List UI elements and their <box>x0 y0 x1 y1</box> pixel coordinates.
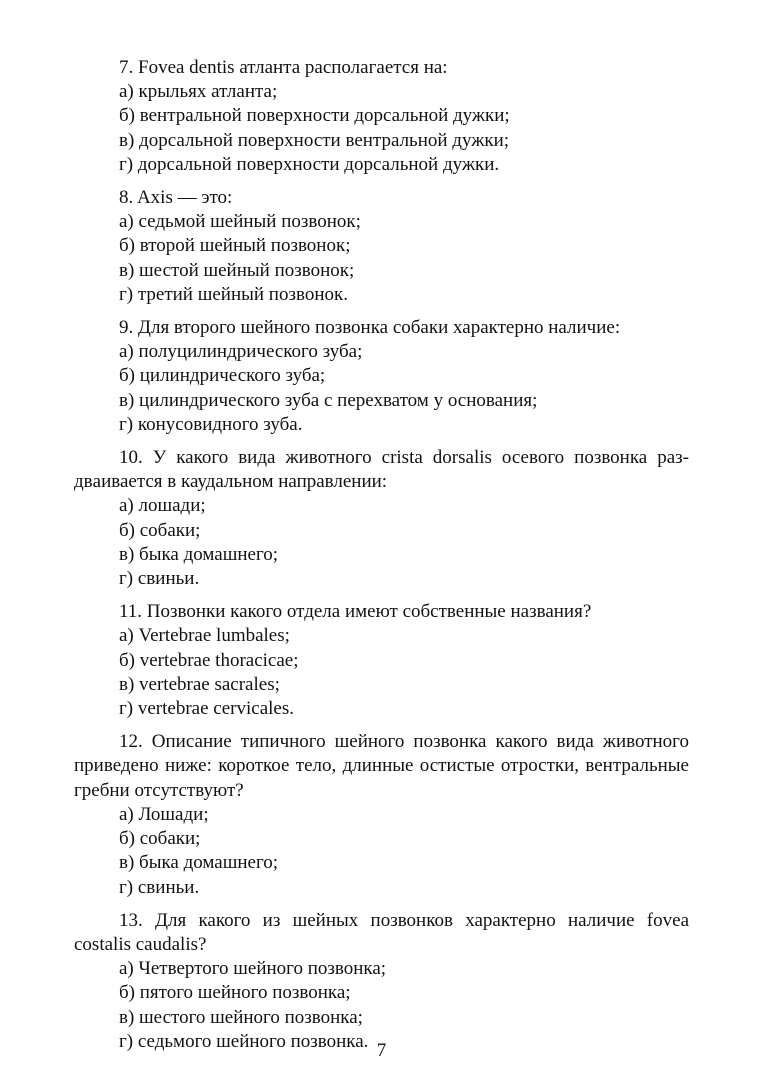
question-text: 11. Позвонки какого отдела имеют собственные названия? <box>119 601 592 623</box>
option-b: б) вентральной поверхности дорсальной дужки; <box>119 105 510 127</box>
option-a: а) лошади; <box>119 495 206 517</box>
option-a: а) крыльях атланта; <box>119 81 278 103</box>
question-text: 7. Fovea dentis атланта располагается на: <box>119 57 448 78</box>
question-11 <box>74 600 689 721</box>
option-c: в) быка домашнего; <box>119 852 279 874</box>
question-10 <box>74 446 689 591</box>
option-c: в) vertebrae sacrales; <box>119 673 280 695</box>
option-c: в) шестого шейного позвонка; <box>119 1006 363 1028</box>
question-8 <box>74 186 689 307</box>
option-a: а) Четвертого шейного позвонка; <box>119 958 387 980</box>
option-c: в) шестой шейный позвонок; <box>119 259 355 281</box>
option-d: г) дорсальной поверхности дорсальной дужки. <box>119 153 500 175</box>
question-9 <box>74 316 689 437</box>
option-b: б) второй шейный позвонок; <box>119 235 351 257</box>
option-a: а) полуцилиндрического зуба; <box>119 341 363 363</box>
option-c: в) быка домашнего; <box>119 543 279 565</box>
option-d: г) седьмого шейного позвонка. <box>119 1030 369 1052</box>
question-12 <box>74 730 689 899</box>
page-number: 7 <box>376 1040 387 1061</box>
question-text: 8. Axis — это: <box>119 187 233 209</box>
question-text: 10. У какого вида животного crista dorsalis осевого позвонка раздвaивается в каудальном направлении: <box>74 447 689 493</box>
option-b: б) vertebrae thoracicae; <box>119 649 299 671</box>
question-13 <box>74 909 689 1054</box>
option-a: а) Лошади; <box>119 803 209 825</box>
option-c: в) цилиндрического зуба с перехватом у основания; <box>119 389 538 411</box>
option-b: б) собаки; <box>119 828 201 850</box>
option-d: г) свиньи. <box>119 876 200 898</box>
question-text: 12. Описание типичного шейного позвонка какого вида животного приведено ниже: короткое тело, длинные остистые отростки, вентральные гребни отсутствуют? <box>74 731 689 801</box>
option-a: а) Vertebrae lumbales; <box>119 625 290 647</box>
option-b: б) пятого шейного позвонка; <box>119 982 351 1004</box>
option-d: г) третий шейный позвонок. <box>119 283 348 305</box>
option-d: г) vertebrae cervicales. <box>119 698 294 720</box>
option-c: в) дорсальной поверхности вентральной дужки; <box>119 129 510 151</box>
option-d: г) свиньи. <box>119 568 200 590</box>
option-b: б) собаки; <box>119 519 201 541</box>
question-7 <box>74 56 689 177</box>
option-a: а) седьмой шейный позвонок; <box>119 211 361 233</box>
option-b: б) цилиндрического зуба; <box>119 365 326 387</box>
page-content <box>74 56 689 1063</box>
question-text: 9. Для второго шейного позвонка собаки характерно наличие: <box>119 317 621 339</box>
option-d: г) конусовидного зуба. <box>119 413 303 435</box>
question-text: 13. Для какого из шейных позвонков характерно наличие fovea costalis caudalis? <box>74 909 689 955</box>
